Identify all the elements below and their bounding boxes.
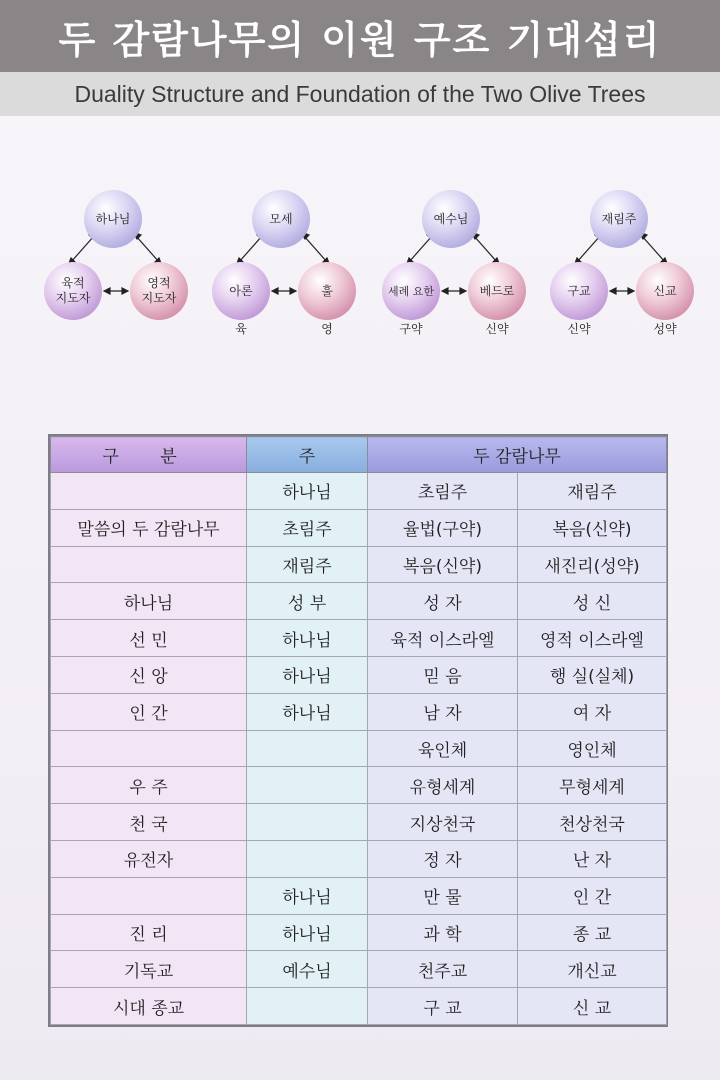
table-cell: 영인체 — [518, 730, 667, 767]
table-cell: 새진리(성약) — [518, 546, 667, 583]
table-row — [51, 804, 667, 841]
table-cell — [51, 877, 247, 914]
table-cell: 과 학 — [368, 914, 518, 951]
subtitle-bar — [0, 72, 720, 116]
table-cell: 신 교 — [518, 988, 667, 1025]
table-cell: 율법(구약) — [368, 509, 518, 546]
page-subtitle: Duality Structure and Foundation of the Two Olive Trees — [74, 80, 646, 107]
table-cell: 영적 이스라엘 — [518, 620, 667, 657]
label-right-below: 신약 — [485, 322, 509, 336]
node-left: 구교 — [550, 262, 608, 320]
table-cell: 유형세계 — [368, 767, 518, 804]
table-cell: 천주교 — [368, 951, 518, 988]
table-cell: 육인체 — [368, 730, 518, 767]
label-right-below: 영 — [321, 322, 333, 336]
table-cell: 하나님 — [247, 877, 368, 914]
table-row — [51, 767, 667, 804]
table-row — [51, 509, 667, 546]
page-title: 두 감람나무의 이원 구조 기대섭리 — [58, 17, 662, 62]
header-two-olive-trees: 두 감람나무 — [368, 437, 667, 473]
table-cell: 복음(신약) — [518, 509, 667, 546]
table-cell: 성 부 — [247, 583, 368, 620]
table-cell: 말씀의 두 감람나무 — [51, 509, 247, 546]
node-left: 세례 요한 — [382, 262, 440, 320]
label-left-below: 구약 — [399, 322, 423, 336]
table-cell: 유전자 — [51, 840, 247, 877]
table-cell — [247, 804, 368, 841]
node-top: 모세 — [252, 190, 310, 248]
diagram-second-advent — [550, 190, 710, 340]
table-cell: 우 주 — [51, 767, 247, 804]
table-cell: 하나님 — [247, 914, 368, 951]
table-cell: 하나님 — [247, 620, 368, 657]
table-cell: 초림주 — [368, 473, 518, 510]
table-cell: 정 자 — [368, 840, 518, 877]
table-row — [51, 988, 667, 1025]
header-lord: 주 — [247, 437, 368, 473]
table-cell: 시대 종교 — [51, 988, 247, 1025]
table-cell: 믿 음 — [368, 656, 518, 693]
diagram-moses — [212, 190, 372, 340]
node-top: 예수님 — [422, 190, 480, 248]
table-cell: 육적 이스라엘 — [368, 620, 518, 657]
table-cell: 무형세계 — [518, 767, 667, 804]
table-cell: 재림주 — [518, 473, 667, 510]
table-cell: 초림주 — [247, 509, 368, 546]
table-row — [51, 877, 667, 914]
table-cell — [247, 988, 368, 1025]
table-cell: 지상천국 — [368, 804, 518, 841]
label-left-below: 육 — [235, 322, 247, 336]
table-cell: 천상천국 — [518, 804, 667, 841]
table-cell — [51, 730, 247, 767]
table-cell: 인 간 — [518, 877, 667, 914]
diagram-god — [44, 190, 204, 340]
table-cell: 행 실(실체) — [518, 656, 667, 693]
node-right: 신교 — [636, 262, 694, 320]
table-row — [51, 620, 667, 657]
table-cell: 만 물 — [368, 877, 518, 914]
table-row — [51, 693, 667, 730]
table-row — [51, 473, 667, 510]
table-row — [51, 951, 667, 988]
table-cell: 선 민 — [51, 620, 247, 657]
table-cell: 재림주 — [247, 546, 368, 583]
node-left: 육적 지도자 — [44, 262, 102, 320]
table-row — [51, 914, 667, 951]
header-category: 구 분 — [51, 437, 247, 473]
table-cell: 하나님 — [247, 656, 368, 693]
table-cell: 신 앙 — [51, 656, 247, 693]
table-cell: 예수님 — [247, 951, 368, 988]
comparison-table — [48, 434, 668, 1027]
node-right: 베드로 — [468, 262, 526, 320]
table-cell — [51, 473, 247, 510]
table-row — [51, 730, 667, 767]
table-cell: 난 자 — [518, 840, 667, 877]
table-cell: 남 자 — [368, 693, 518, 730]
table-row — [51, 840, 667, 877]
table-cell: 하나님 — [247, 693, 368, 730]
table-cell: 기독교 — [51, 951, 247, 988]
table-cell — [247, 767, 368, 804]
table-cell: 구 교 — [368, 988, 518, 1025]
table-cell: 성 신 — [518, 583, 667, 620]
table-cell — [247, 840, 368, 877]
table-row — [51, 546, 667, 583]
table-cell: 천 국 — [51, 804, 247, 841]
table-cell: 여 자 — [518, 693, 667, 730]
table-cell: 하나님 — [51, 583, 247, 620]
table-cell: 종 교 — [518, 914, 667, 951]
diagram-jesus — [382, 190, 542, 340]
node-right: 영적 지도자 — [130, 262, 188, 320]
table-row — [51, 656, 667, 693]
table-cell: 성 자 — [368, 583, 518, 620]
node-left: 아론 — [212, 262, 270, 320]
table-row — [51, 583, 667, 620]
table-cell — [51, 546, 247, 583]
table-cell: 진 리 — [51, 914, 247, 951]
node-right: 훌 — [298, 262, 356, 320]
node-top: 하나님 — [84, 190, 142, 248]
table-cell: 하나님 — [247, 473, 368, 510]
table-header-row — [51, 437, 667, 473]
title-bar — [0, 0, 720, 72]
table-cell: 인 간 — [51, 693, 247, 730]
table-cell: 개신교 — [518, 951, 667, 988]
label-right-below: 성약 — [653, 322, 677, 336]
table-cell: 복음(신약) — [368, 546, 518, 583]
table-cell — [247, 730, 368, 767]
label-left-below: 신약 — [567, 322, 591, 336]
node-top: 재림주 — [590, 190, 648, 248]
table-body — [51, 473, 667, 1025]
